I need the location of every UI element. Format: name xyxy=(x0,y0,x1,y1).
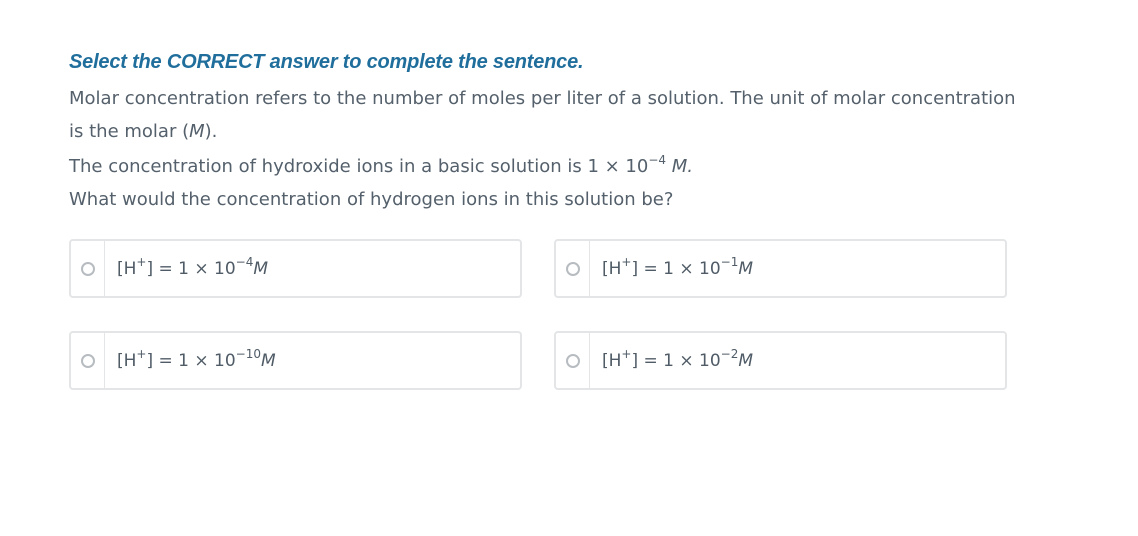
label-prefix: [H xyxy=(602,350,622,371)
label-unit: M xyxy=(738,350,754,371)
answer-option-label xyxy=(105,346,276,371)
radio-button-icon[interactable] xyxy=(566,354,580,368)
label-exponent: −10 xyxy=(235,346,261,361)
label-middle: ] = 1 × 10 xyxy=(631,258,721,279)
label-middle: ] = 1 × 10 xyxy=(146,350,236,371)
answer-option-3[interactable] xyxy=(69,331,522,390)
answer-option-1[interactable] xyxy=(69,239,522,298)
question-paragraph-2 xyxy=(69,150,1029,183)
label-exponent: −4 xyxy=(235,254,254,269)
radio-button-icon[interactable] xyxy=(81,354,95,368)
radio-cell[interactable] xyxy=(556,241,590,296)
question-paragraph-1 xyxy=(69,82,1029,148)
label-prefix: [H xyxy=(602,258,622,279)
label-unit: M xyxy=(253,258,269,279)
label-exponent: −2 xyxy=(720,346,739,361)
radio-cell[interactable] xyxy=(71,241,105,296)
radio-button-icon[interactable] xyxy=(81,262,95,276)
answer-option-label xyxy=(105,254,269,279)
label-unit: M xyxy=(738,258,754,279)
radio-button-icon[interactable] xyxy=(566,262,580,276)
label-charge: + xyxy=(621,254,632,269)
answer-option-2[interactable] xyxy=(554,239,1007,298)
label-middle: ] = 1 × 10 xyxy=(146,258,236,279)
label-prefix: [H xyxy=(117,258,137,279)
radio-cell[interactable] xyxy=(556,333,590,388)
paragraph-1-end: ). xyxy=(204,121,218,142)
label-charge: + xyxy=(136,346,147,361)
question-paragraph-3: What would the concentration of hydrogen ions in this solution be? xyxy=(69,189,674,210)
radio-cell[interactable] xyxy=(71,333,105,388)
answer-option-label xyxy=(590,346,754,371)
answer-option-label xyxy=(590,254,754,279)
question-block xyxy=(69,48,1029,216)
label-middle: ] = 1 × 10 xyxy=(631,350,721,371)
label-charge: + xyxy=(136,254,147,269)
paragraph-1-text: Molar concentration refers to the number of moles per liter of a solution. The unit of molar concentration is the molar ( xyxy=(69,88,1016,142)
paragraph-2-exponent: −4 xyxy=(648,153,667,167)
label-prefix: [H xyxy=(117,350,137,371)
paragraph-2-text: The concentration of hydroxide ions in a basic solution is 1 × 10 xyxy=(69,156,649,177)
label-charge: + xyxy=(621,346,632,361)
paragraph-2-unit: M. xyxy=(666,156,694,177)
answer-option-4[interactable] xyxy=(554,331,1007,390)
molar-unit-symbol: M xyxy=(189,121,205,142)
instruction-text: Select the CORRECT answer to complete the sentence. xyxy=(69,51,584,73)
label-unit: M xyxy=(261,350,276,371)
label-exponent: −1 xyxy=(720,254,739,269)
